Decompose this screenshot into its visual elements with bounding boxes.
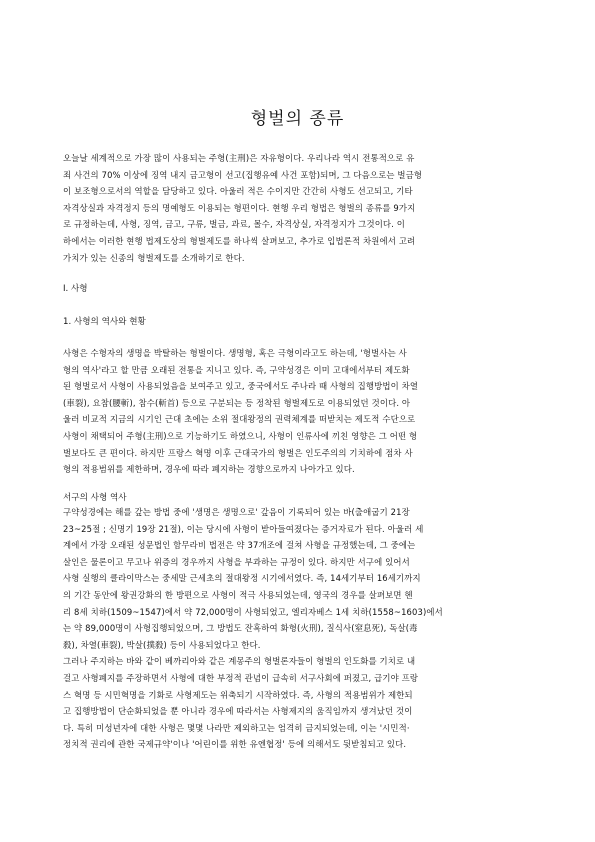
text-line: 사형이 채택되어 주형(主刑)으로 기능하기도 하였으니, 사형이 인류사에 끼친 영향은 그 어떤 형 [63, 430, 418, 441]
death-penalty-overview-paragraph [63, 345, 529, 478]
text-line: 리 8세 치하(1509~1547)에서 약 72,000명이 사형되었고, 엘리자베스 1세 치하(1558~1603)에서 [63, 606, 443, 617]
text-line: 殺), 차열(車裂), 박살(撲殺) 등이 사용되었다고 한다. [63, 639, 261, 650]
text-line: 형의 적용범위를 제한하며, 경우에 따라 폐지하는 경향으로까지 나아가고 있다. [63, 464, 355, 475]
text-line: 자격상실과 자격정지 등의 명예형도 이용되는 형편이다. 현행 우리 형법은 형벌의 종류를 9가지 [63, 202, 416, 213]
western-history-heading: 서구의 사형 역사 [63, 493, 127, 503]
text-line: 사형은 수형자의 생명을 박탈하는 형벌이다. 생명형, 혹은 극형이라고도 하는데, '형벌사는 사 [63, 348, 407, 358]
text-line: (車裂), 요참(腰斬), 참수(斬首) 등으로 구분되는 등 정착된 형벌제도로 이용되었던 것이다. 아 [63, 397, 411, 408]
text-line: 걸고 사형폐지를 주장하면서 사형에 대한 부정적 관념이 급속히 서구사회에 퍼졌고, 급기야 프랑 [63, 672, 419, 683]
text-line: 살인은 물론이고 무고나 위증의 경우까지 사형을 부과하는 규정이 있다. 하지만 서구에 있어서 [63, 556, 410, 567]
text-line: 그러나 주지하는 바와 같이 베까리아와 같은 계몽주의 형벌론자들이 형벌의 인도화를 기치로 내 [63, 656, 416, 667]
text-line: 23~25절 ; 신명기 19장 21절), 이는 당시에 사형이 받아들여졌다는 증거자료가 된다. 아울러 세 [63, 523, 424, 534]
text-line: 사형 실행의 클라이막스는 중세말 근세초의 절대왕정 시기에서였다. 즉, 14세기부터 16세기까지 [63, 573, 421, 584]
text-line: 울러 비교적 지금의 시기인 근대 초에는 소위 절대왕정의 권력체계를 떠받치는 제도적 수단으로 [63, 414, 416, 425]
intro-paragraph [63, 150, 529, 266]
page-title: 형벌의 종류 [250, 109, 345, 129]
text-line: 의 기간 동안에 왕권강화의 한 방편으로 사형이 적극 사용되었는데, 영국의 경우를 살펴보면 헨 [63, 589, 413, 600]
text-line: 구약성경에는 해를 갚는 방법 중에 '생명은 생명으로' 갚음이 기록되어 있는 바(출애굽기 21장 [63, 507, 410, 517]
text-line: 벌보다도 큰 편이다. 하지만 프랑스 혁명 이후 근대국가의 형벌은 인도주의의 기치하에 점차 사 [63, 447, 413, 458]
text-line: 하에서는 이러한 현행 법제도상의 형벌제도를 하나씩 살펴보고, 추가로 입법론적 차원에서 고려 [63, 235, 416, 246]
text-line: 다. 특히 미성년자에 대한 사형은 몇몇 나라만 제외하고는 엄격히 금지되었는데, 이는 '시민적· [63, 722, 410, 733]
text-line: 정치적 권리에 관한 국제규약'이나 '어린이를 위한 유엔협정' 등에 의해서도 뒷받침되고 있다. [63, 739, 407, 750]
text-line: 죄 사건의 70% 이상에 징역 내지 금고형이 선고(집행유예 사건 포함)되며, 그 다음으로는 벌금형 [63, 169, 423, 180]
text-line: 로 규정하는데, 사형, 징역, 금고, 구류, 벌금, 과료, 몰수, 자격상실, 자격정지가 그것이다. 이 [63, 219, 406, 230]
text-line: 계에서 가장 오래된 성문법인 함무라비 법전은 약 37개조에 걸쳐 사형을 규정했는데, 그 중에는 [63, 540, 416, 551]
subsection-heading: 1. 사형의 역사와 현황 [63, 317, 146, 327]
section-heading: Ⅰ. 사형 [63, 284, 88, 294]
text-line: 형의 역사'라고 할 만큼 오래된 전통을 지니고 있다. 즉, 구약성경은 이미 고대에서부터 제도화 [63, 364, 410, 375]
text-line: 오늘날 세계적으로 가장 많이 사용되는 주형(主刑)은 자유형이다. 우리나라 역시 전통적으로 유 [63, 153, 415, 163]
text-line: 된 형벌로서 사형이 사용되었음을 보여주고 있고, 중국에서도 주나라 때 사형의 집행방법이 차열 [63, 381, 419, 392]
western-history-paragraph [63, 504, 529, 753]
text-line: 는 약 89,000명이 사형집행되었으며, 그 방법도 잔혹하여 화형(火刑), 질식사(窒息死), 독살(毒 [63, 623, 418, 634]
text-line: 스 혁명 등 시민혁명을 기화로 사형제도는 위축되기 시작하였다. 즉, 사형의 적용범위가 제한되 [63, 689, 413, 700]
text-line: 고 집행방법이 단순화되었을 뿐 아니라 경우에 따라서는 사형제지의 움직임까지 생겨났던 것이 [63, 706, 413, 717]
text-line: 이 보조형으로서의 역할을 담당하고 있다. 아울러 적은 수이지만 간간히 사형도 선고되고, 기타 [63, 186, 413, 197]
text-line: 가치가 있는 신종의 형벌제도를 소개하기로 한다. [63, 252, 245, 263]
